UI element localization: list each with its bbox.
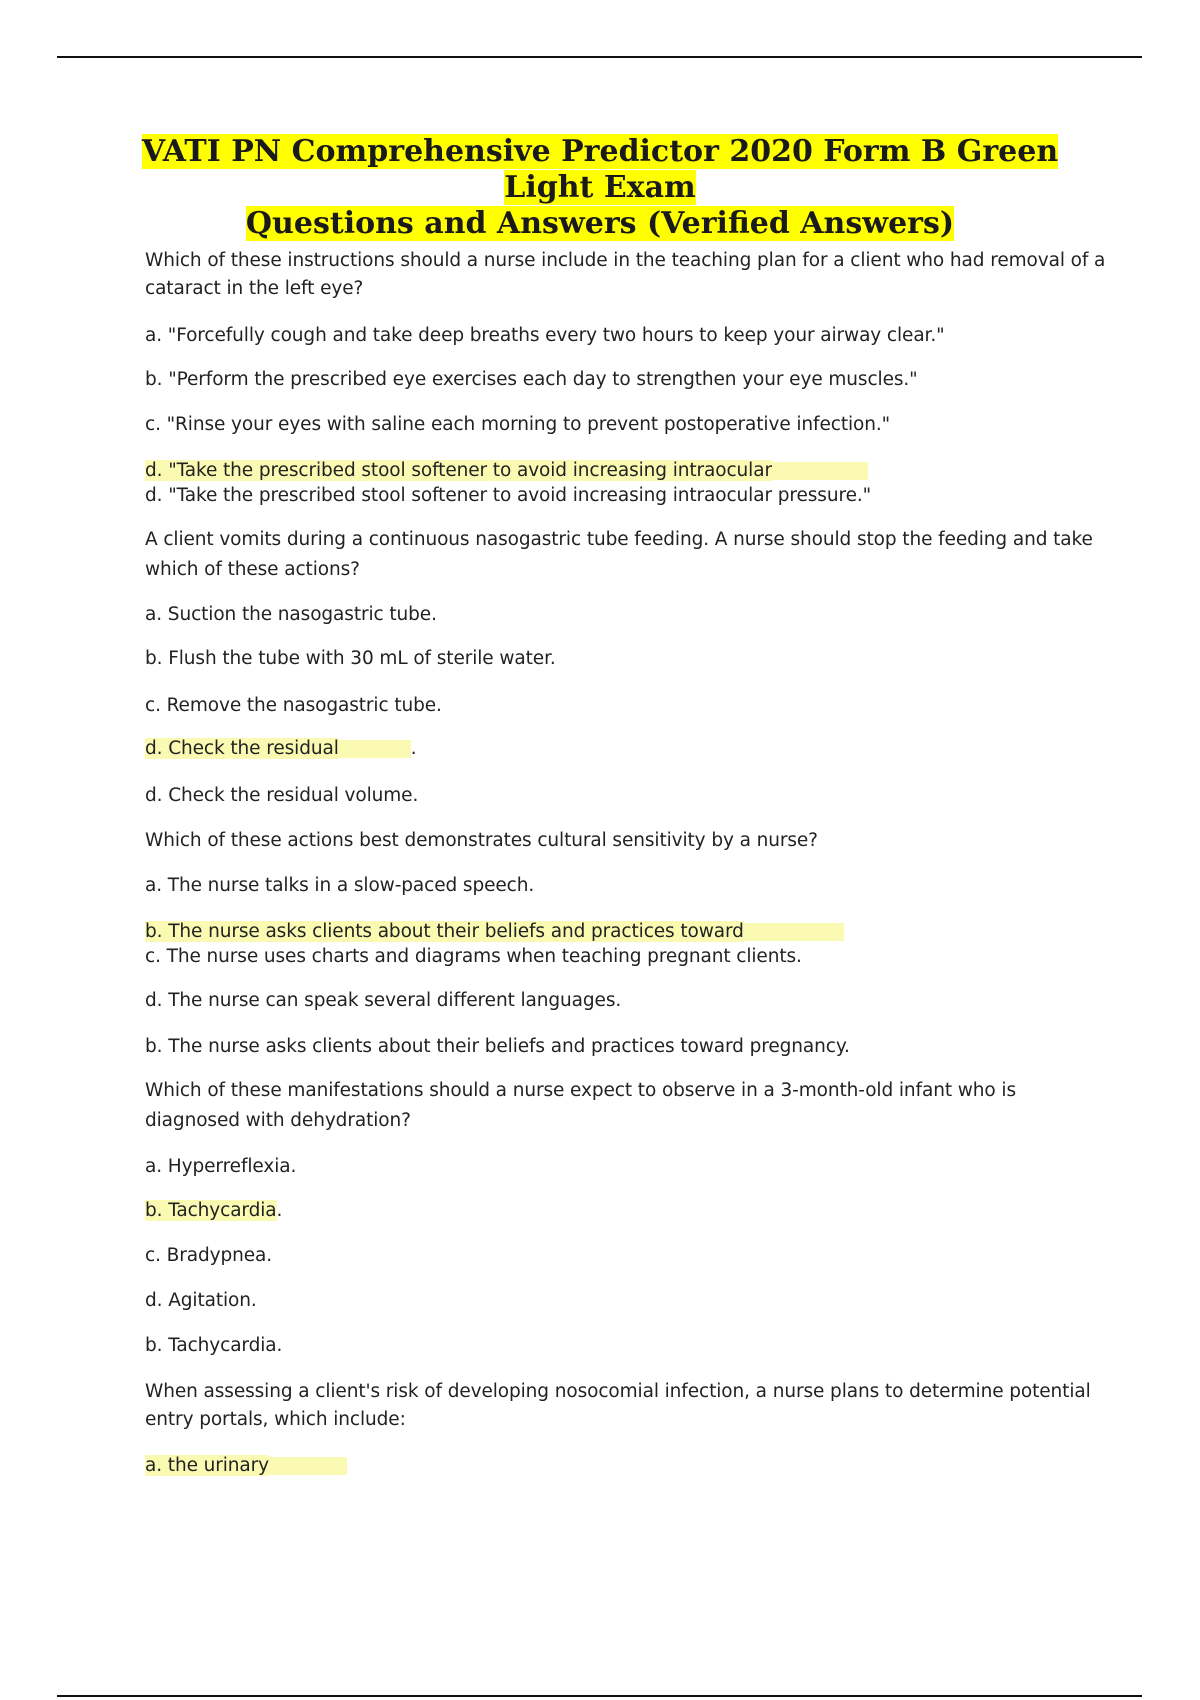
q1-stem-line-2: cataract in the left eye?: [145, 278, 364, 299]
q1-option-d-highlighted: [145, 457, 868, 485]
q2-option-d-text: d. Check the residual: [145, 738, 339, 759]
q4-option-b-text: b. Tachycardia: [145, 1200, 277, 1221]
title-line-1: VATI PN Comprehensive Predictor 2020 Form B Green Light Exam: [141, 134, 1059, 205]
q2-option-d-highlighted: [145, 735, 417, 763]
q1-option-b: b. "Perform the prescribed eye exercises each day to strengthen your eye muscles.": [145, 369, 918, 390]
q4-option-b-period: .: [276, 1200, 283, 1221]
q2-option-c: c. Remove the nasogastric tube.: [145, 695, 442, 716]
q3-option-c: c. The nurse uses charts and diagrams when teaching pregnant clients.: [145, 946, 802, 967]
q3-option-a: a. The nurse talks in a slow-paced speech.: [145, 875, 535, 896]
q5-option-a-text: a. the urinary: [145, 1455, 270, 1476]
q4-answer: b. Tachycardia.: [145, 1335, 283, 1356]
q4-stem-line-1: Which of these manifestations should a nurse expect to observe in a 3-month-old infant who is: [145, 1080, 1017, 1101]
q4-stem-line-2: diagnosed with dehydration?: [145, 1110, 411, 1131]
highlight-filler: [744, 923, 844, 941]
highlight-filler: [269, 1457, 347, 1475]
q5-stem-line-1: When assessing a client's risk of developing nosocomial infection, a nurse plans to determine potential: [145, 1381, 1091, 1402]
q3-option-b-highlighted: [145, 918, 844, 946]
document-title: [100, 134, 1100, 242]
q2-answer: d. Check the residual volume.: [145, 785, 419, 806]
q3-option-b-text: b. The nurse asks clients about their beliefs and practices toward: [145, 921, 744, 942]
highlight-filler: [339, 740, 411, 758]
q2-option-b: b. Flush the tube with 30 mL of sterile water.: [145, 648, 556, 669]
q4-option-b-highlighted: [145, 1197, 282, 1225]
q4-option-a: a. Hyperreflexia.: [145, 1156, 297, 1177]
q5-stem-line-2: entry portals, which include:: [145, 1409, 406, 1430]
q4-option-d: d. Agitation.: [145, 1290, 257, 1311]
q3-stem: Which of these actions best demonstrates cultural sensitivity by a nurse?: [145, 830, 818, 851]
q2-option-a: a. Suction the nasogastric tube.: [145, 604, 437, 625]
q1-stem-line-1: Which of these instructions should a nurse include in the teaching plan for a client who had removal of a: [145, 250, 1106, 271]
q5-option-a-highlighted: [145, 1452, 347, 1480]
q2-stem-line-1: A client vomits during a continuous nasogastric tube feeding. A nurse should stop the feeding and take: [145, 529, 1093, 550]
q2-stem-line-2: which of these actions?: [145, 559, 360, 580]
q1-option-d-text: d. "Take the prescribed stool softener to avoid increasing intraocular: [145, 460, 772, 481]
title-line-2: Questions and Answers (Verified Answers): [245, 206, 955, 241]
highlight-filler: [772, 462, 868, 480]
q1-answer: d. "Take the prescribed stool softener to avoid increasing intraocular pressure.": [145, 485, 872, 506]
bottom-rule: [57, 1695, 1142, 1697]
top-rule: [57, 56, 1142, 58]
q4-option-c: c. Bradypnea.: [145, 1245, 273, 1266]
q3-option-d: d. The nurse can speak several different languages.: [145, 990, 622, 1011]
q3-answer: b. The nurse asks clients about their beliefs and practices toward pregnancy.: [145, 1036, 850, 1057]
q2-option-d-period: .: [410, 738, 417, 759]
q1-option-a: a. "Forcefully cough and take deep breaths every two hours to keep your airway clear.": [145, 325, 945, 346]
q1-option-c: c. "Rinse your eyes with saline each morning to prevent postoperative infection.": [145, 414, 891, 435]
